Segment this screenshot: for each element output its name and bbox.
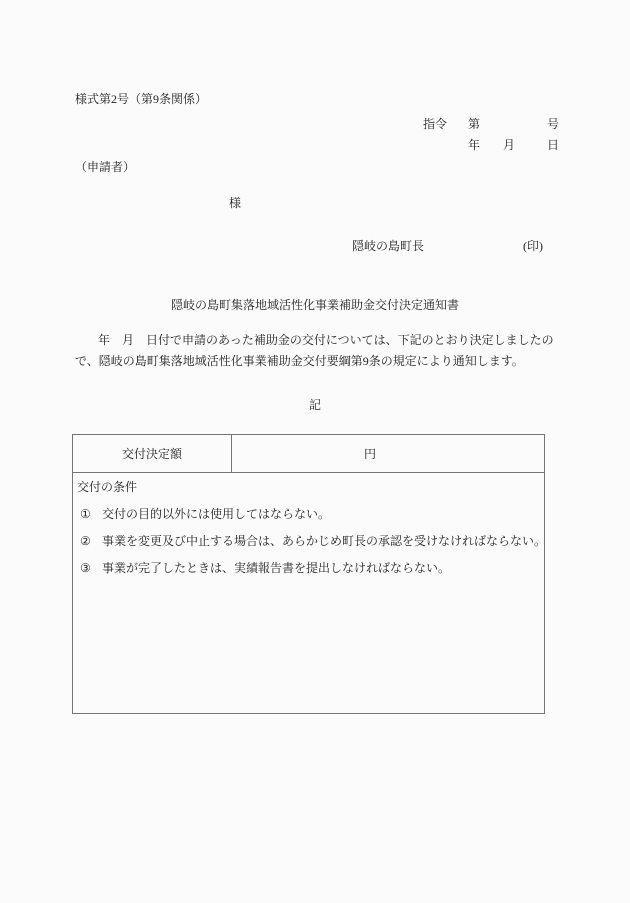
amount-row xyxy=(73,435,544,473)
conditions-cell xyxy=(73,473,547,575)
condition-text: 交付の目的以外には使用してはならない。 xyxy=(102,507,331,521)
body-paragraph xyxy=(75,330,557,372)
amount-value-cell xyxy=(232,435,544,472)
directive-no-suffix: 号 xyxy=(547,117,560,131)
condition-number: ② xyxy=(80,534,91,548)
conditions-title: 交付の条件 xyxy=(77,480,138,494)
date-year: 年 xyxy=(468,138,481,152)
date-month: 月 xyxy=(503,138,516,152)
applicant-label: （申請者） xyxy=(75,160,136,174)
addressee-honorific: 様 xyxy=(229,196,242,210)
amount-label: 交付決定額 xyxy=(121,447,182,461)
directive-no-prefix: 第 xyxy=(468,117,481,131)
record-marker: 記 xyxy=(308,398,321,412)
grant-table xyxy=(72,434,545,714)
directive-label: 指令 xyxy=(423,117,448,131)
form-number: 様式第2号（第9条関係） xyxy=(75,92,208,106)
date-day: 日 xyxy=(547,138,560,152)
document-title: 隠岐の島町集落地域活性化事業補助金交付決定通知書 xyxy=(170,298,459,312)
condition-text: 事業を変更及び中止する場合は、あらかじめ町長の承認を受けなければならない。 xyxy=(102,534,547,548)
condition-number: ③ xyxy=(80,561,91,575)
condition-number: ① xyxy=(80,507,91,521)
amount-unit: 円 xyxy=(363,447,376,461)
body-line-2: で、隠岐の島町集落地域活性化事業補助金交付要綱第9条の規定により通知します。 xyxy=(75,354,524,368)
seal-mark: (印) xyxy=(523,239,543,253)
body-line-1: 年 月 日付で申請のあった補助金の交付については、下記のとおり決定しましたの xyxy=(98,333,554,347)
condition-item xyxy=(77,562,538,575)
amount-label-cell xyxy=(73,435,232,472)
issuer-title: 隠岐の島町長 xyxy=(352,239,425,253)
condition-text: 事業が完了したときは、実績報告書を提出しなければならない。 xyxy=(102,561,451,575)
condition-item xyxy=(77,508,538,521)
condition-item xyxy=(77,534,547,548)
